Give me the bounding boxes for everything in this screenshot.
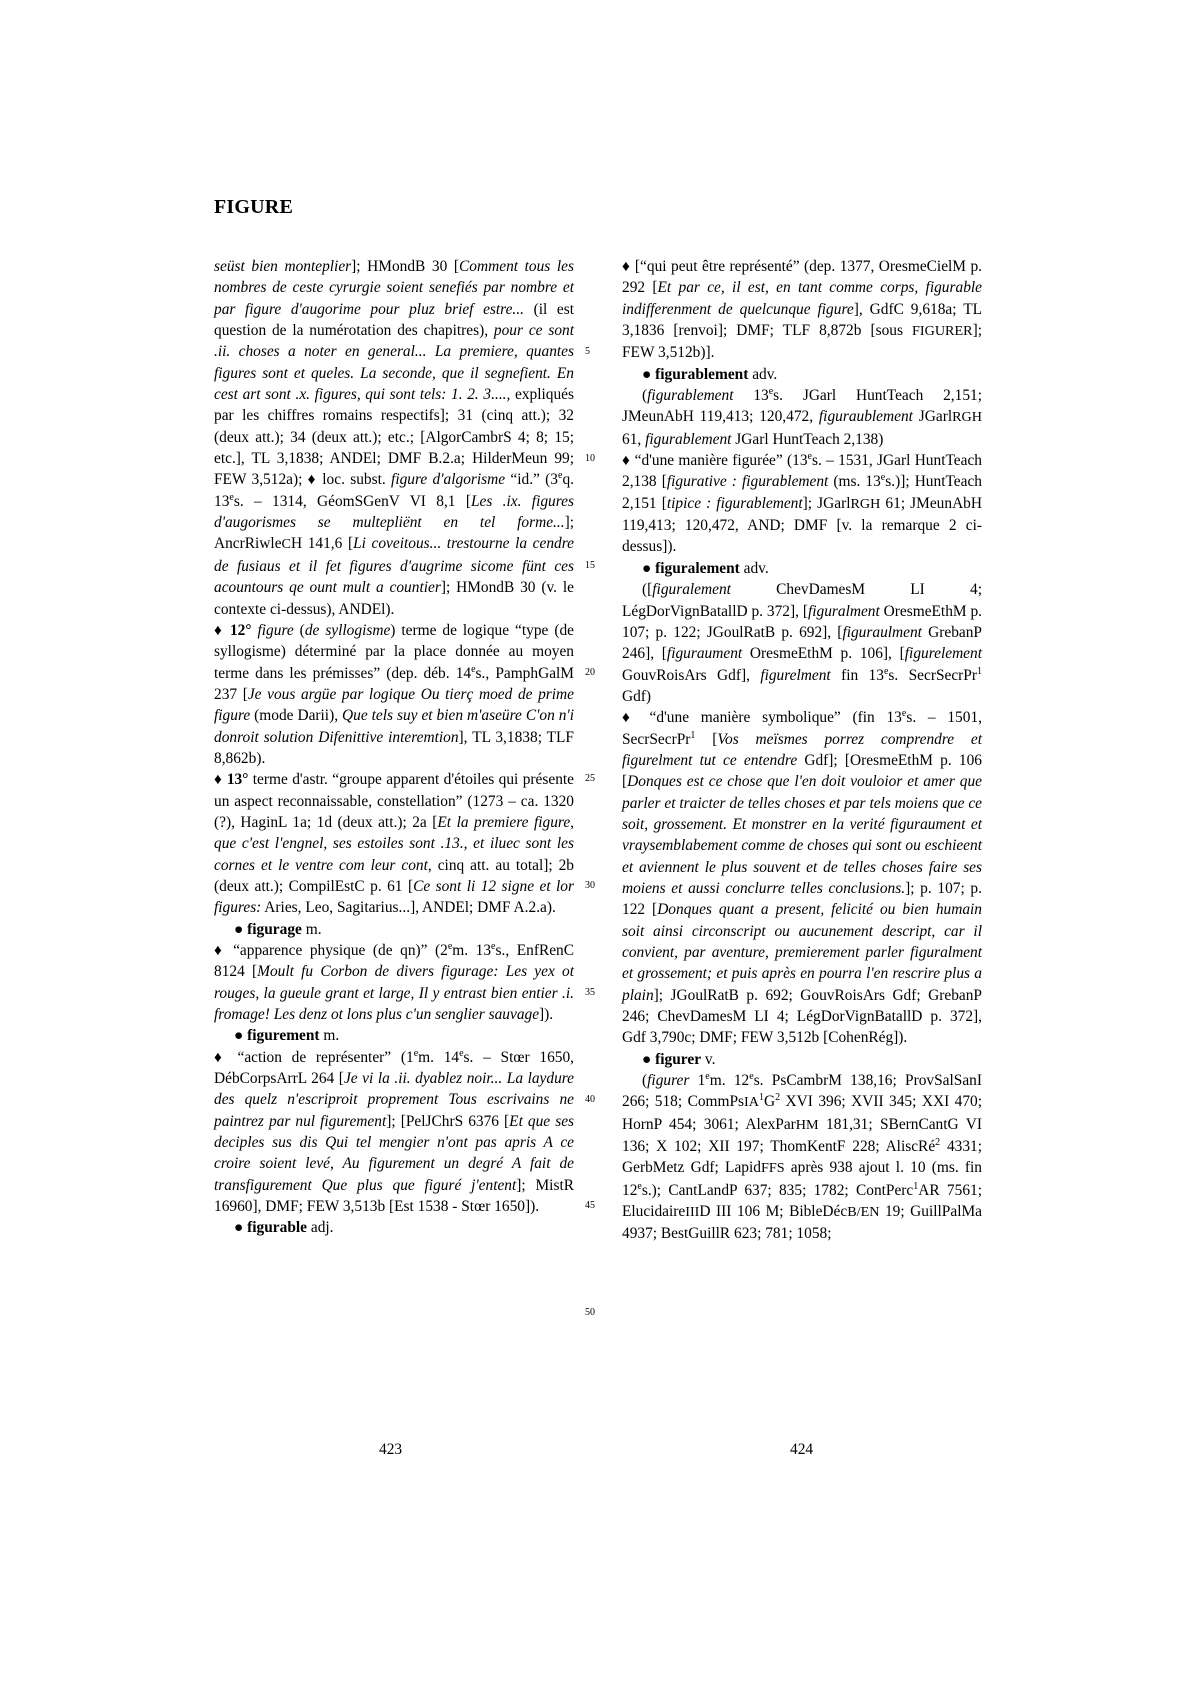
entry-paragraph: ● figuralement adv.	[642, 559, 769, 577]
entry-paragraph: ● figurable adj.	[234, 1219, 334, 1237]
line-number: 40	[585, 1093, 595, 1105]
entry-paragraph: seüst bien monteplier]; HMondB 30 [Comment tous les nombres de ceste cyrurgie soient senefiés par nombre et par figure d'augorime pour pluz brief estre... (il est question de la numérotation des chapitres), pour ce sont .ii. choses a noter en general... La premiere, quantes figures sont et queles. La seconde, que il segnefient. En cest art sont .x. figures, qui sont tels: 1. 2. 3...., expliqués par les chiffres romains respectifs]; 31 (cinq att.); 32 (deux att.); 34 (deux att.); etc.; [AlgorCambrS 4; 8; 15; etc.], TL 3,1838; ANDEl; DMF B.2.a; HilderMeun 99; FEW 3,512a); ♦ loc. subst. figure d'algorisme “id.” (3eq. 13es. – 1314, GéomSGenV VI 8,1 [Les .ix. figures d'augorismes se multepliënt en tel forme...]; AncrRiwleCH 141,6 [Li coveitous... trestourne la cendre de fusiaus et il fet figures d'augrime sicome fünt ces acountours qe ount mult a countier]; HMondB 30 (v. le contexte ci-dessus), ANDEl).	[214, 258, 575, 618]
entry-paragraph: ([figuralement ChevDamesM LI 4; LégDorVignBatallD p. 372], [figuralment OresmeEthM p. 107; p. 122; JGoulRatB p. 692], [figuraulment GrebanP 246], [figuraument OresmeEthM p. 106], [figurelement GouvRoisArs Gdf], figurelment fin 13es. SecrSecrPr$^1$ Gdf)	[622, 581, 982, 705]
entry-paragraph: ● figurablement adv.	[642, 365, 778, 383]
page-header-title: FIGURE	[214, 196, 293, 218]
entry-paragraph: ♦ “d'une manière symbolique” (fin 13es. – 1501, SecrSecrPr$^1$ [Vos meïsmes porrez comprendre et figurelment tut ce entendre Gdf]; [OresmeEthM p. 106 [Donques est ce chose que l'en doit vouloior et amer que parler et traicter de telles choses et par tels moiens que ce soit, grossement. Et monstrer en la verité figuraument et vraysemblabement comme de choses qui sont ou eschieent et aviennent le plus souvent et de telles choses faire ses moiens et aussi conclurre telles conclusions.]; p. 107; p. 122 [Donques quant a present, felicité ou bien humain soit ainsi circonscript ou aucunement descript, car il convient, par aventure, premierement parler figuralment et grossement; et puis après en pourra l'en rescrire plus a plain]; JGoulRatB p. 692; GouvRoisArs Gdf; GrebanP 246; ChevDamesM LI 4; LégDorVignBatallD p. 372], Gdf 3,790c; DMF; FEW 3,512b [CohenRég]).	[622, 708, 982, 1047]
entry-paragraph: ♦ [“qui peut être représenté” (dep. 1377, OresmeCielM p. 292 [Et par ce, il est, en tant comme corps, figurable indifferenment de quelcunque figure], GdfC 9,618a; TL 3,1836 [renvoi]; DMF; TLF 8,872b [sous FIGURER]; FEW 3,512b)].	[622, 258, 982, 362]
line-number: 15	[585, 559, 595, 571]
entry-paragraph: ● figurer v.	[642, 1050, 716, 1068]
line-number: 50	[585, 1307, 595, 1319]
page-number-left: 423	[379, 1441, 403, 1458]
entry-paragraph: ♦ “apparence physique (de qn)” (2em. 13es., EnfRenC 8124 [Moult fu Corbon de divers figurage: Les yex ot rouges, la gueule grant et large, Il y entrast bien entier .i. fromage! Les denz ot lons plus c'un senglier sauvage]).	[214, 940, 575, 1024]
line-number: 10	[585, 453, 595, 465]
line-number: 5	[585, 346, 590, 358]
line-number: 30	[585, 880, 595, 892]
entry-paragraph: (figurablement 13es. JGarl HuntTeach 2,151; JMeunAbH 119,413; 120,472, figuraublement JGarlRGH 61, figurablement JGarl HuntTeach 2,138)	[622, 385, 982, 448]
entry-paragraph: (figurer 1em. 12es. PsCambrM 138,16; ProvSalSanI 266; 518; $CommPsIA^1G^2$ XVI 396; XVII 345; XXI 470; HornP 454; 3061; AlexParHM 181,31; SBernCantG VI 136; X 102; XII 197; ThomKentF 228; AliscRé$^2$ 4331; GerbMetz Gdf; LapidFFS après 938 ajout l. 10 (ms. fin 12es.); CantLandP 637; 835; 1782; ContPerc$^1$AR 7561; ElucidaireIIID III 106 M; BibleDécB/EN 19; GuillPalMa 4937; BestGuillR 623; 781; 1058;	[622, 1070, 983, 1243]
entry-paragraph: ♦ “d'une manière figurée” (13es. – 1531, JGarl HuntTeach 2,138 [figurative : figurablement (ms. 13es.)]; HuntTeach 2,151 [tipice : figurablement]; JGarlRGH 61; JMeunAbH 119,413; 120,472, AND; DMF [v. la remarque 2 ci-dessus]).	[622, 450, 982, 556]
line-number: 35	[585, 986, 595, 998]
line-number: 20	[585, 666, 595, 678]
entry-paragraph: ♦ 13° terme d'astr. “groupe apparent d'étoiles qui présente un aspect reconnaissable, constellation” (1273 – ca. 1320 (?), HaginL 1a; 1d (deux att.); 2a [Et la premiere figure, que c'est l'engnel, ses estoiles sont .13., et iluec sont les cornes et le ventre com leur cont, cinq att. au total]; 2b (deux att.); CompilEstC p. 61 [Ce sont li 12 signe et lor figures: Aries, Leo, Sagitarius...], ANDEl; DMF A.2.a).	[214, 771, 575, 917]
entry-paragraph: ● figurage m.	[234, 920, 322, 938]
left-text-column	[214, 256, 574, 1239]
line-number: 25	[585, 773, 595, 785]
entry-paragraph: ● figurement m.	[234, 1027, 340, 1045]
right-text-column	[622, 256, 982, 1245]
entry-paragraph: ♦ 12° figure (de syllogisme) terme de logique “type (de syllogisme) déterminé par la place donnée au moyen terme dans les prémisses” (dep. déb. 14es., PamphGalM 237 [Je vous argüe par logique Ou tierç moed de prime figure (mode Darii), Que tels suy et bien m'aseüre C'on n'i donroit solution Difenittive interemtion], TL 3,1838; TLF 8,862b).	[214, 621, 574, 767]
entry-paragraph: ♦ “action de représenter” (1em. 14es. – Stœr 1650, DébCorpsArrL 264 [Je vi la .ii. dyablez noir... La laydure des quelz n'escriproit proprement Tous escrivains ne paintrez par nul figurement]; [PelJChrS 6376 [Et que ses deciples sus dis Qui tel mengier n'ont pas apris A ce croire soient levé, Au figurement un degré A fait de transfigurement Que plus que figuré j'entent]; MistR 16960], DMF; FEW 3,513b [Est 1538 - Stœr 1650]).	[214, 1047, 575, 1216]
line-number: 45	[585, 1200, 595, 1212]
page-number-right: 424	[790, 1441, 814, 1458]
